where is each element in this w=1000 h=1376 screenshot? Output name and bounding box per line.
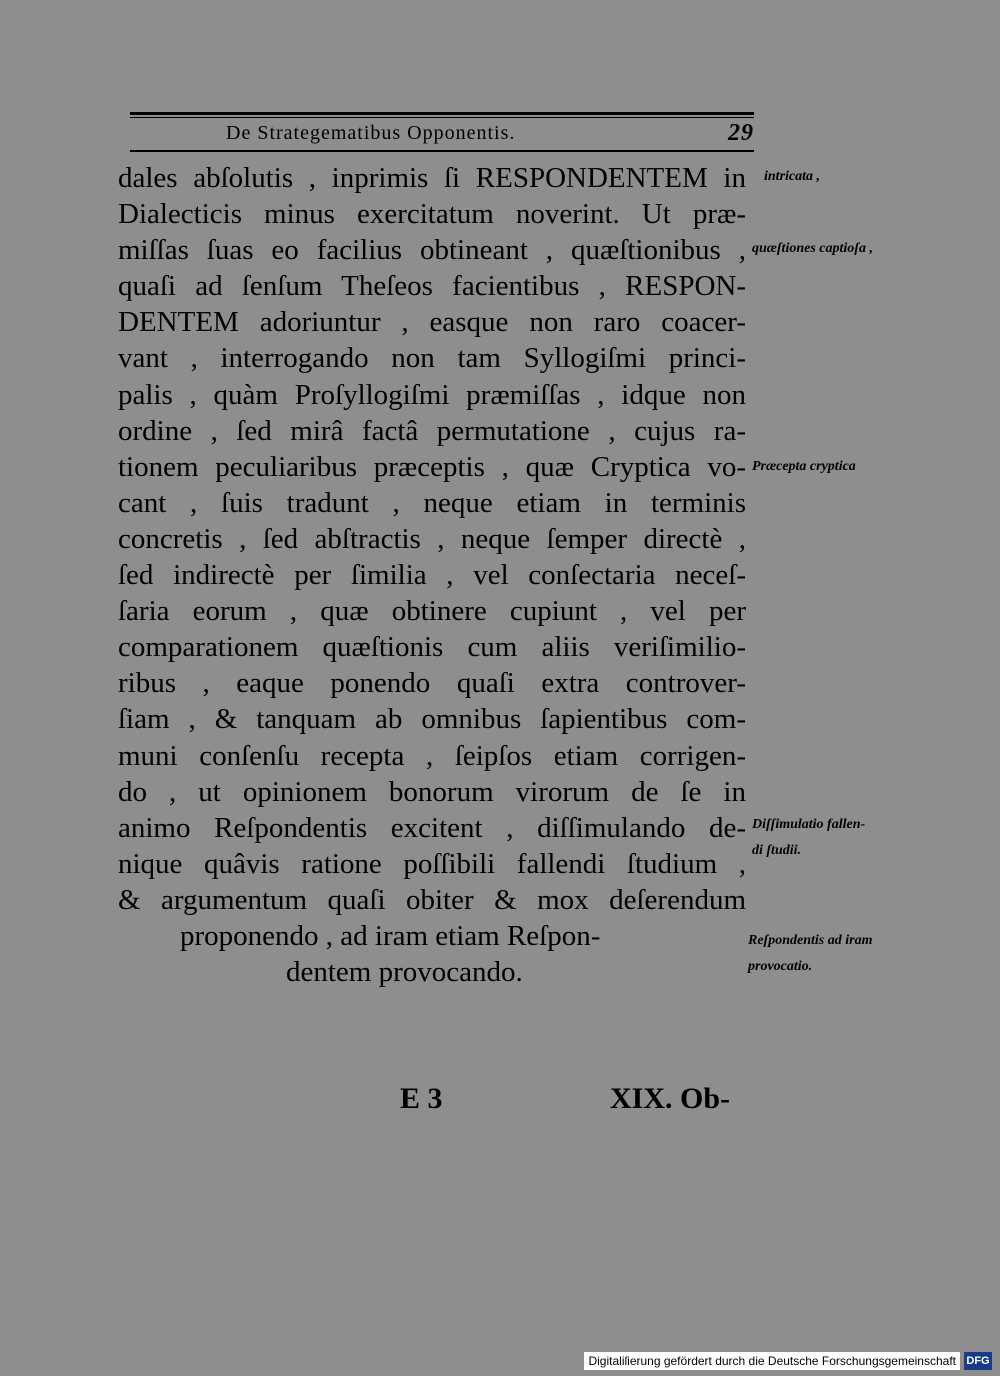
text-line: miſſas ſuas eo facilius obtineant , quæſtionibus , bbox=[118, 234, 746, 267]
text-line: ſiam , & tanquam ab omnibus ſapientibus com- bbox=[118, 703, 746, 736]
text-line: ſed indirectè per ſimilia , vel conſectaria neceſ- bbox=[118, 559, 746, 592]
text-line: dales abſolutis , inprimis ſi RESPONDENTEM in bbox=[118, 162, 746, 194]
text-line: Dialecticis minus exercitatum noverint. Ut præ- bbox=[118, 198, 746, 231]
margin-note: provocatio. bbox=[748, 959, 813, 974]
margin-note: Reſpondentis ad iram bbox=[748, 933, 873, 948]
text-line: dentem provocando. bbox=[286, 956, 523, 989]
text-line: & argumentum quaſi obiter & mox deſerendum bbox=[118, 883, 746, 916]
header-rule-top bbox=[130, 112, 754, 115]
signature-mark: E 3 bbox=[400, 1082, 443, 1115]
catchword: XIX. Ob- bbox=[610, 1082, 731, 1115]
text-line: nique quâvis ratione poſſibili fallendi ſtudium , bbox=[118, 847, 746, 880]
margin-note: intricata , bbox=[764, 169, 821, 184]
page-number: 29 bbox=[728, 120, 754, 146]
dfg-logo: DFG bbox=[964, 1352, 992, 1370]
text-line: vant , interrogando non tam Syllogiſmi princi- bbox=[118, 342, 746, 375]
margin-note: di ſtudii. bbox=[752, 843, 802, 858]
text-line: ordine , ſed mirâ factâ permutatione , cujus ra- bbox=[118, 414, 746, 447]
text-line: palis , quàm Proſyllogiſmi præmiſſas , idque non bbox=[118, 378, 746, 411]
text-line: muni conſenſu recepta , ſeipſos etiam corrigen- bbox=[118, 739, 746, 772]
body-text bbox=[118, 160, 746, 990]
text-line: DENTEM adoriuntur , easque non raro coacer- bbox=[118, 306, 746, 339]
digitization-credit: Digitaliſierung gefördert durch die Deutsche Forschungsgemeinschaft bbox=[584, 1352, 960, 1370]
text-line: ſaria eorum , quæ obtinere cupiunt , vel per bbox=[118, 595, 746, 628]
running-head-title: De Strategematibus Opponentis. bbox=[226, 122, 516, 144]
text-line: proponendo , ad iram etiam Reſpon- bbox=[180, 919, 601, 952]
text-line: tionem peculiaribus præceptis , quæ Cryptica vo- bbox=[118, 450, 746, 483]
running-head bbox=[130, 120, 754, 150]
text-line: concretis , ſed abſtractis , neque ſemper directè , bbox=[118, 522, 746, 555]
text-line: do , ut opinionem bonorum virorum de ſe in bbox=[118, 775, 746, 808]
text-line: ribus , eaque ponendo quaſi extra controver- bbox=[118, 667, 746, 700]
margin-note: quæſtiones captioſa , bbox=[752, 241, 873, 256]
header-rule-bottom bbox=[130, 150, 754, 152]
text-line: comparationem quæſtionis cum aliis veriſimilio- bbox=[118, 631, 746, 664]
text-line: cant , ſuis tradunt , neque etiam in terminis bbox=[118, 486, 746, 519]
text-line: quaſi ad ſenſum Theſeos facientibus , RESPON- bbox=[118, 270, 746, 303]
header-rule-top-thin bbox=[130, 117, 754, 118]
margin-note: Diſſimulatio fallen- bbox=[752, 817, 866, 832]
margin-note: Præcepta cryptica bbox=[752, 459, 856, 474]
text-line: animo Reſpondentis excitent , diſſimulando de- bbox=[118, 811, 746, 844]
